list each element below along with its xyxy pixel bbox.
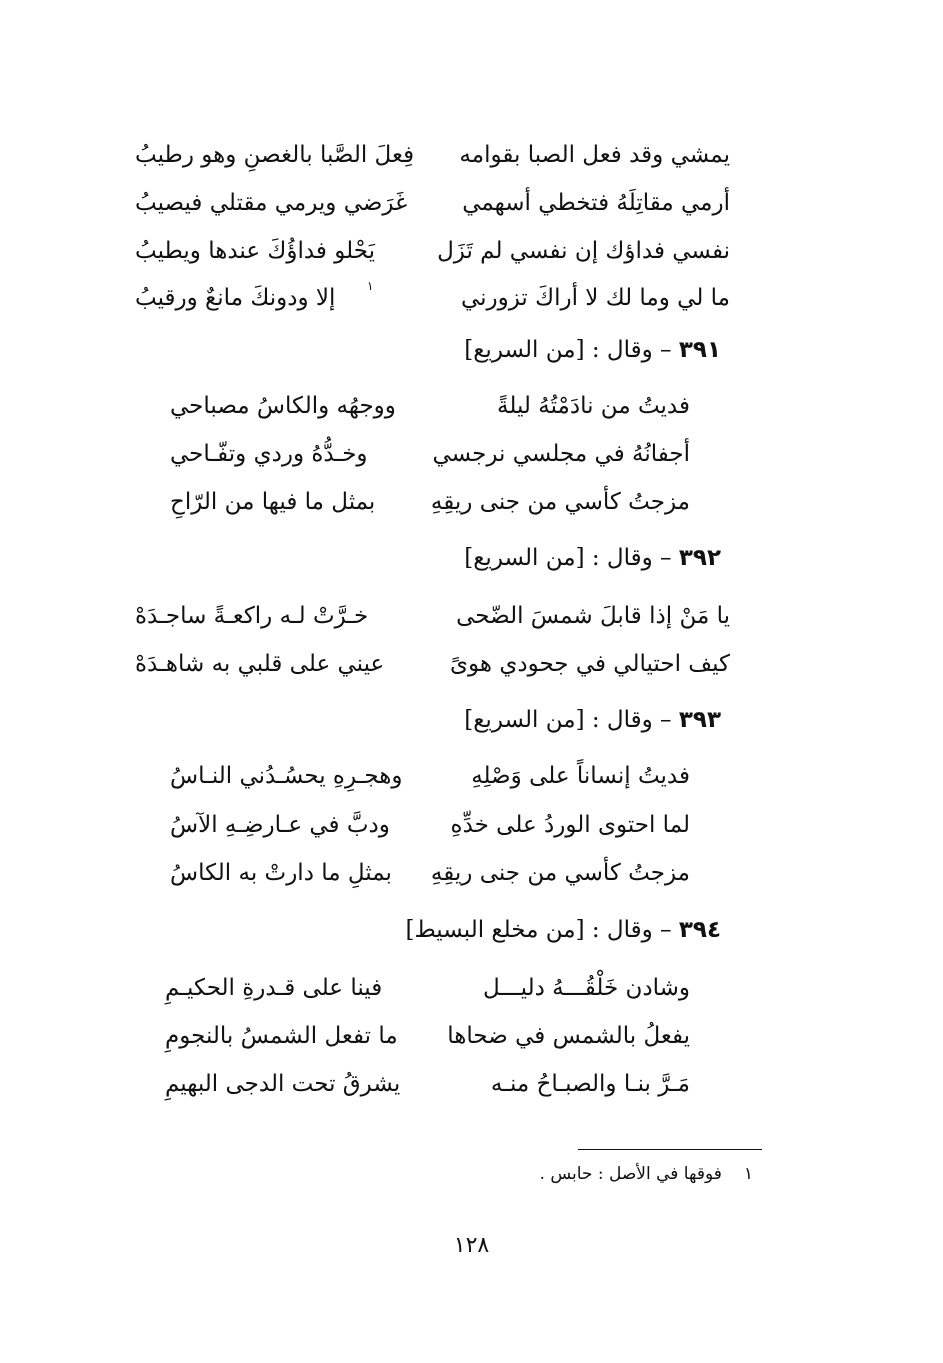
page-number: ١٢٨ bbox=[453, 1233, 490, 1258]
verse-second-hemistich: إلا ودونكَ مانعٌ ورقيبُ ١ bbox=[135, 278, 335, 318]
verse-second-hemistich: غَرَضي ويرمي مقتلي فيصيبُ bbox=[135, 190, 408, 216]
verse-first-hemistich: مزجتُ كأسي من جنى ريقِهِ bbox=[430, 489, 690, 515]
verse-second-hemistich: بمثلِ ما دارتْ به الكاسُ bbox=[170, 860, 392, 886]
verse-second-hemistich: خـرَّتْ لـه راكعـةً ساجـدَهْ bbox=[135, 603, 369, 629]
verse-line bbox=[170, 434, 690, 474]
verse-line bbox=[170, 853, 690, 893]
verse-first-hemistich: يمشي وقد فعل الصبا بقوامه bbox=[459, 142, 730, 168]
verse-line bbox=[170, 386, 690, 426]
verse-line bbox=[165, 968, 690, 1008]
poem-heading bbox=[406, 910, 722, 950]
verse-line bbox=[170, 805, 690, 845]
verse-line bbox=[165, 1064, 690, 1104]
poem-number: ٣٩٢ bbox=[678, 545, 721, 571]
verse-line bbox=[135, 231, 730, 271]
footnote-number: ١ bbox=[743, 1164, 753, 1184]
verse-first-hemistich: نفسي فداؤك إن نفسي لم تَزَل bbox=[437, 238, 730, 264]
verse-second-hemistich: عيني على قلبي به شاهـدَهْ bbox=[135, 651, 385, 677]
verse-line bbox=[170, 756, 690, 796]
verse-second-hemistich: وخـدُّهُ وردي وتفّـاحي bbox=[170, 441, 368, 467]
verse-second-hemistich: ودبَّ في عـارضِـهِ الآسُ bbox=[170, 812, 390, 838]
footnote-separator bbox=[578, 1149, 762, 1150]
verse-second-hemistich: يَحْلو فداؤُكَ عندها ويطيبُ bbox=[135, 238, 375, 264]
footnote bbox=[540, 1160, 753, 1188]
verse-first-hemistich: مَـرَّ بنـا والصبـاحُ منـه bbox=[490, 1071, 690, 1097]
verse-second-hemistich: يشرقُ تحت الدجى البهيمِ bbox=[165, 1071, 401, 1097]
footnote-text: فوقها في الأصل : حابس . bbox=[539, 1164, 722, 1184]
poem-heading-text: – وقال : [من السريع] bbox=[464, 707, 679, 733]
poem-heading bbox=[464, 538, 721, 578]
verse-first-hemistich: فديتُ إنساناً على وَصْلِهِ bbox=[471, 763, 690, 789]
poem-heading-text: – وقال : [من مخلع البسيط] bbox=[405, 917, 679, 943]
verse-line bbox=[135, 596, 730, 636]
poem-heading-text: – وقال : [من السريع] bbox=[464, 337, 679, 363]
verse-first-hemistich: أرمي مقاتِلَهُ فتخطي أسهمي bbox=[462, 190, 730, 216]
verse-first-hemistich: لما احتوى الوردُ على خدِّهِ bbox=[450, 812, 690, 838]
poem-heading-text: – وقال : [من السريع] bbox=[464, 545, 679, 571]
verse-first-hemistich: يفعلُ بالشمس في ضحاها bbox=[447, 1023, 690, 1049]
verse-first-hemistich: ما لي وما لك لا أراكَ تزورني bbox=[460, 285, 730, 311]
verse-line bbox=[165, 1016, 690, 1056]
verse-first-hemistich: كيف احتيالي في جحودي هوىً bbox=[450, 651, 730, 677]
verse-first-hemistich: وشادن خَلْقُـــهُ دليـــل bbox=[483, 975, 690, 1001]
poem-heading bbox=[464, 330, 721, 370]
verse-second-hemistich: ووجهُه والكاسُ مصباحي bbox=[170, 393, 396, 419]
verse-second-hemistich: فِعلَ الصَّبا بالغصنِ وهو رطيبُ bbox=[135, 142, 415, 168]
verse-second-hemistich: فينا على قـدرةِ الحكيـمِ bbox=[165, 975, 383, 1001]
verse-second-hemistich: وهجـرِهِ يحسُـدُني النـاسُ bbox=[170, 763, 403, 789]
verse-first-hemistich: يا مَنْ إذا قابلَ شمسَ الضّحى bbox=[456, 603, 730, 629]
verse-first-hemistich: فديتُ من نادَمْتُهُ ليلةً bbox=[497, 393, 690, 419]
verse-line bbox=[135, 183, 730, 223]
verse-first-hemistich: مزجتُ كأسي من جنى ريقِهِ bbox=[430, 860, 690, 886]
verse-line bbox=[170, 482, 690, 522]
poem-heading bbox=[464, 700, 721, 740]
footnote-marker: ١ bbox=[367, 279, 374, 293]
verse-line bbox=[135, 135, 730, 175]
poem-number: ٣٩٤ bbox=[678, 917, 721, 943]
verse-second-hemistich: بمثل ما فيها من الرّاحِ bbox=[170, 489, 376, 515]
verse-second-hemistich: ما تفعل الشمسُ بالنجومِ bbox=[165, 1023, 398, 1049]
verse-line bbox=[135, 278, 730, 318]
poem-number: ٣٩١ bbox=[678, 337, 721, 363]
verse-line bbox=[135, 644, 730, 684]
verse-first-hemistich: أجفانُهُ في مجلسي نرجسي bbox=[432, 441, 690, 467]
poem-number: ٣٩٣ bbox=[678, 707, 721, 733]
